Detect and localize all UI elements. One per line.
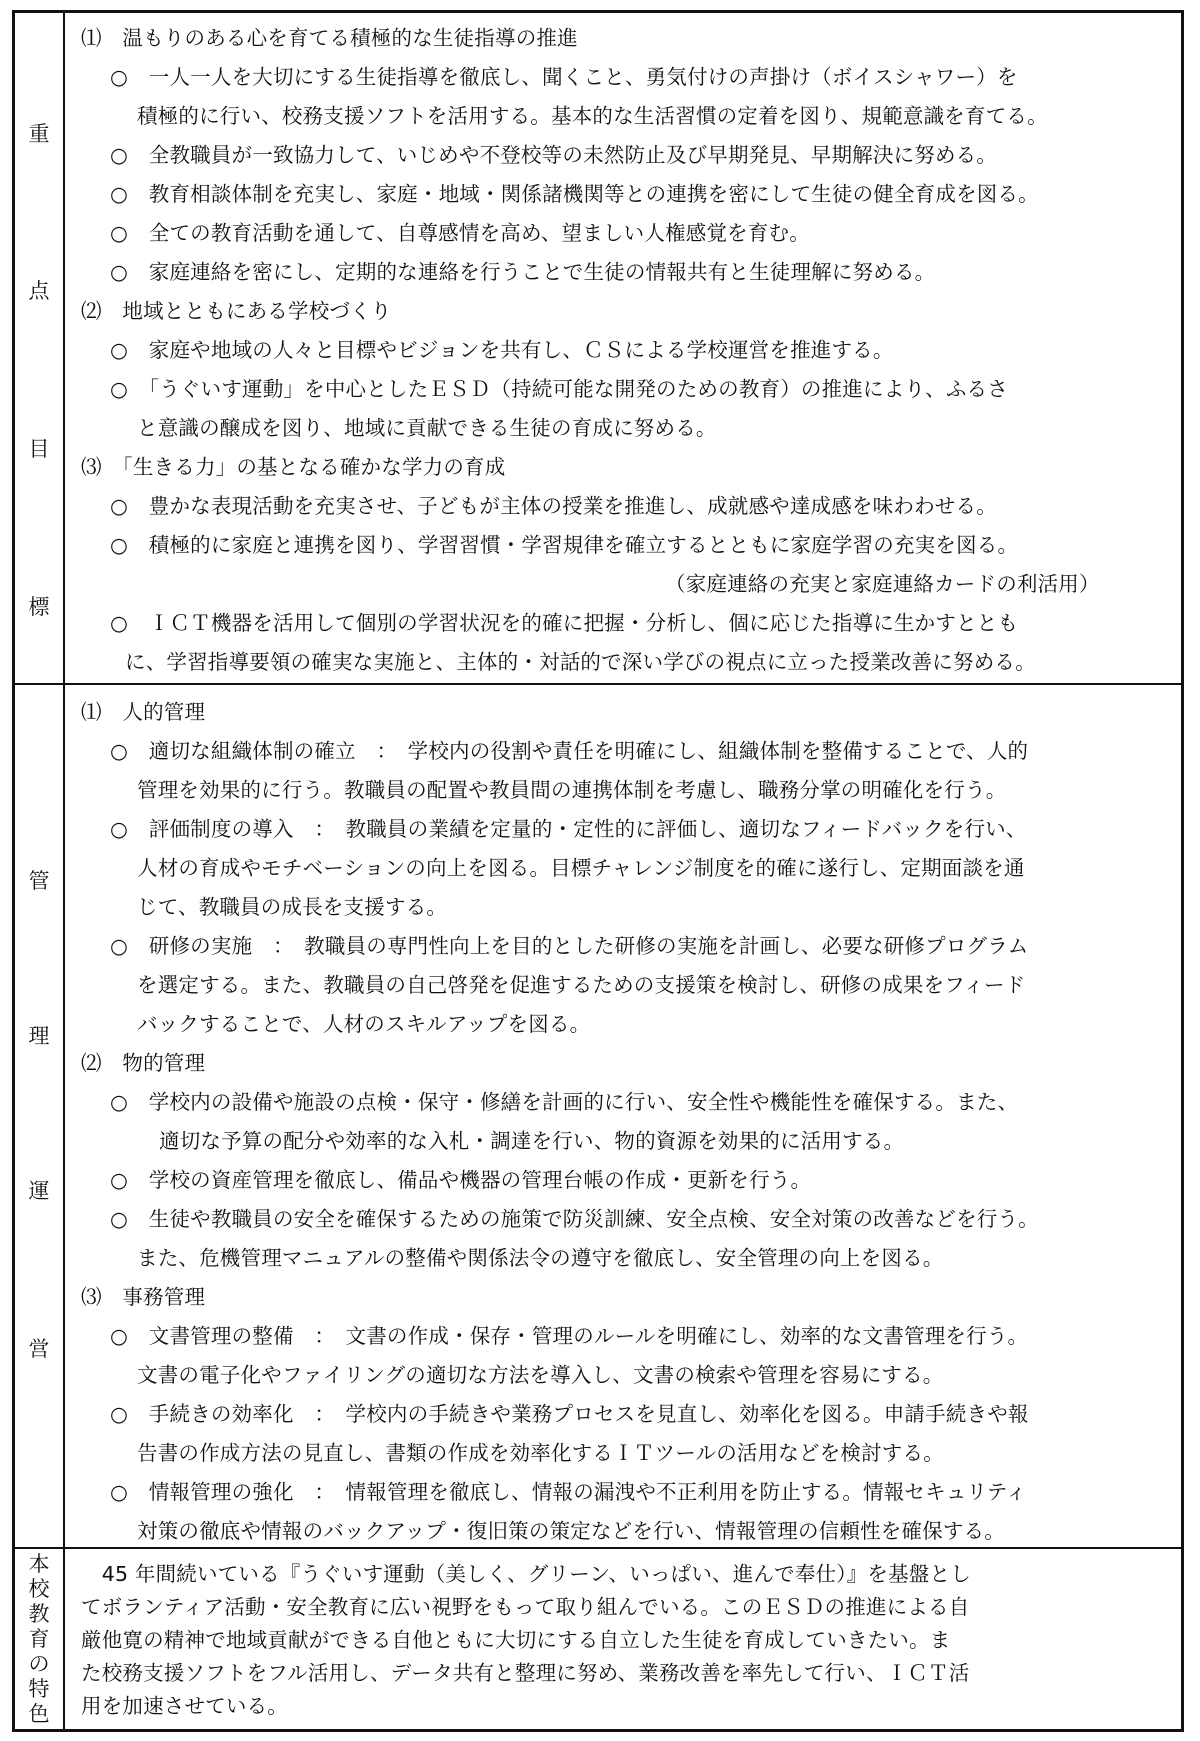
mgmt-item-cont: 人材の育成やモチベーションの向上を図る。目標チャレンジ制度を的確に遂行し、定期面談を通: [137, 856, 1025, 880]
mgmt-item: ○ 適切な組織体制の確立 ： 学校内の役割や責任を明確にし、組織体制を整備することで、人的: [110, 739, 1029, 763]
mgmt-item: ○ 学校内の設備や施設の点検・保守・修繕を計画的に行い、安全性や機能性を確保する。また、: [110, 1090, 1019, 1114]
goals-label: [15, 13, 65, 683]
mgmt-item: ○ 学校の資産管理を徹底し、備品や機器の管理台帳の作成・更新を行う。: [110, 1168, 812, 1192]
goals-item: ○ 家庭や地域の人々と目標やビジョンを共有し、ＣＳによる学校運営を推進する。: [110, 338, 894, 362]
mgmt-item: ○ 手続きの効率化 ： 学校内の手続きや業務プロセスを見直し、効率化を図る。申請手続きや報: [110, 1402, 1029, 1426]
features-label-char: 本: [28, 1552, 50, 1576]
goals-heading-3: ⑶ 「生きる力」の基となる確かな学力の育成: [81, 455, 506, 479]
features-section: [15, 1549, 1181, 1729]
goals-content: [65, 13, 1181, 683]
goals-item: ○ 「うぐいす運動」を中心としたＥＳＤ（持続可能な開発のための教育）の推進により、ふるさ: [110, 377, 1008, 401]
mgmt-item-cont: じて、教職員の成長を支援する。: [137, 895, 448, 919]
management-section: [15, 685, 1181, 1547]
features-content: [65, 1549, 1181, 1729]
mgmt-item: ○ 研修の実施 ： 教職員の専門性向上を目的とした研修の実施を計画し、必要な研修プログラム: [110, 934, 1029, 958]
policy-table: [12, 10, 1184, 1732]
goals-heading-2: ⑵ 地域とともにある学校づくり: [81, 299, 392, 323]
goals-label-char: 目: [28, 437, 50, 461]
goals-item: ○ 全教職員が一致協力して、いじめや不登校等の未然防止及び早期発見、早期解決に努める。: [110, 143, 998, 167]
features-label-char: 特: [28, 1677, 50, 1701]
goals-label-char: 標: [28, 595, 50, 619]
goals-section: [15, 13, 1181, 683]
mgmt-item-cont: 文書の電子化やファイリングの適切な方法を導入し、文書の検索や管理を容易にする。: [137, 1363, 944, 1387]
goals-item-cont: と意識の醸成を図り、地域に貢献できる生徒の育成に努める。: [137, 416, 717, 440]
mgmt-heading-1: ⑴ 人的管理: [81, 700, 206, 724]
features-text-line: てボランティア活動・安全教育に広い視野をもって取り組んでいる。このＥＳＤの推進による自: [81, 1595, 970, 1619]
goals-item: ○ 教育相談体制を充実し、家庭・地域・関係諸機関等との連携を密にして生徒の健全育成を図る。: [110, 182, 1039, 206]
goals-label-char: 重: [28, 122, 50, 146]
features-text-line: 45 年間続いている『うぐいす運動（美しく、グリーン、いっぱい、進んで奉仕）』を基盤とし: [81, 1562, 971, 1586]
mgmt-item-cont: バックすることで、人材のスキルアップを図る。: [137, 1012, 591, 1036]
goals-item: ○ 全ての教育活動を通して、自尊感情を高め、望ましい人権感覚を育む。: [110, 221, 810, 245]
mgmt-item: ○ 生徒や教職員の安全を確保するための施策で防災訓練、安全点検、安全対策の改善などを行う。: [110, 1207, 1039, 1231]
features-text-line: た校務支援ソフトをフル活用し、データ共有と整理に努め、業務改善を率先して行い、ＩＣＴ活: [81, 1661, 970, 1685]
mgmt-heading-2: ⑵ 物的管理: [81, 1051, 206, 1075]
features-label-char: 育: [28, 1627, 50, 1651]
mgmt-item: ○ 評価制度の導入 ： 教職員の業績を定量的・定性的に評価し、適切なフィードバックを行い、: [110, 817, 1027, 841]
features-label: [15, 1549, 65, 1729]
management-label: [15, 685, 65, 1547]
management-label-char: 運: [28, 1179, 50, 1203]
features-label-char: 校: [28, 1577, 50, 1601]
mgmt-item-cont: を選定する。また、教職員の自己啓発を促進するための支援策を検討し、研修の成果をフィード: [137, 973, 1026, 997]
management-label-char: 理: [28, 1024, 50, 1048]
mgmt-item-cont: 告書の作成方法の見直し、書類の作成を効率化するＩＴツールの活用などを検討する。: [137, 1441, 944, 1465]
goals-heading-1: ⑴ 温もりのある心を育てる積極的な生徒指導の推進: [81, 26, 578, 50]
features-label-char: 色: [28, 1702, 50, 1726]
goals-item: ○ 家庭連絡を密にし、定期的な連絡を行うことで生徒の情報共有と生徒理解に努める。: [110, 260, 936, 284]
goals-item-cont: に、学習指導要領の確実な実施と、主体的・対話的で深い学びの視点に立った授業改善に努める。: [125, 650, 1036, 674]
features-label-char: 教: [28, 1602, 50, 1626]
goals-label-char: 点: [28, 279, 50, 303]
mgmt-item-cont: 管理を効果的に行う。教職員の配置や教員間の連携体制を考慮し、職務分掌の明確化を行う。: [137, 778, 1007, 802]
mgmt-item-cont: 適切な予算の配分や効率的な入札・調達を行い、物的資源を効果的に活用する。: [159, 1129, 905, 1153]
management-label-char: 管: [28, 869, 50, 893]
mgmt-item-cont: 対策の徹底や情報のバックアップ・復旧策の策定などを行い、情報管理の信頼性を確保する。: [137, 1519, 1005, 1543]
goals-item: ○ ＩＣＴ機器を活用して個別の学習状況を的確に把握・分析し、個に応じた指導に生かすととも: [110, 611, 1019, 635]
management-content: [65, 685, 1181, 1547]
features-label-char: の: [28, 1652, 50, 1676]
goals-item: ○ 積極的に家庭と連携を図り、学習習慣・学習規律を確立するとともに家庭学習の充実を図る。: [110, 533, 1019, 557]
mgmt-heading-3: ⑶ 事務管理: [81, 1285, 206, 1309]
goals-item: ○ 豊かな表現活動を充実させ、子どもが主体の授業を推進し、成就感や達成感を味わわせる。: [110, 494, 997, 518]
goals-item-note: （家庭連絡の充実と家庭連絡カードの利活用）: [665, 572, 1100, 596]
mgmt-item-cont: また、危機管理マニュアルの整備や関係法令の遵守を徹底し、安全管理の向上を図る。: [137, 1246, 944, 1270]
mgmt-item: ○ 文書管理の整備 ： 文書の作成・保存・管理のルールを明確にし、効率的な文書管理を行う。: [110, 1324, 1029, 1348]
features-text-line: 厳他寛の精神で地域貢献ができる自他ともに大切にする自立した生徒を育成していきたい。ま: [81, 1628, 951, 1652]
goals-item-cont: 積極的に行い、校務支援ソフトを活用する。基本的な生活習慣の定着を図り、規範意識を育てる。: [137, 104, 1048, 128]
mgmt-item: ○ 情報管理の強化 ： 情報管理を徹底し、情報の漏洩や不正利用を防止する。情報セキュリティ: [110, 1480, 1027, 1504]
features-text-line: 用を加速させている。: [81, 1694, 288, 1718]
goals-item: ○ 一人一人を大切にする生徒指導を徹底し、聞くこと、勇気付けの声掛け（ボイスシャワー）を: [110, 65, 1018, 89]
management-label-char: 営: [28, 1337, 50, 1361]
